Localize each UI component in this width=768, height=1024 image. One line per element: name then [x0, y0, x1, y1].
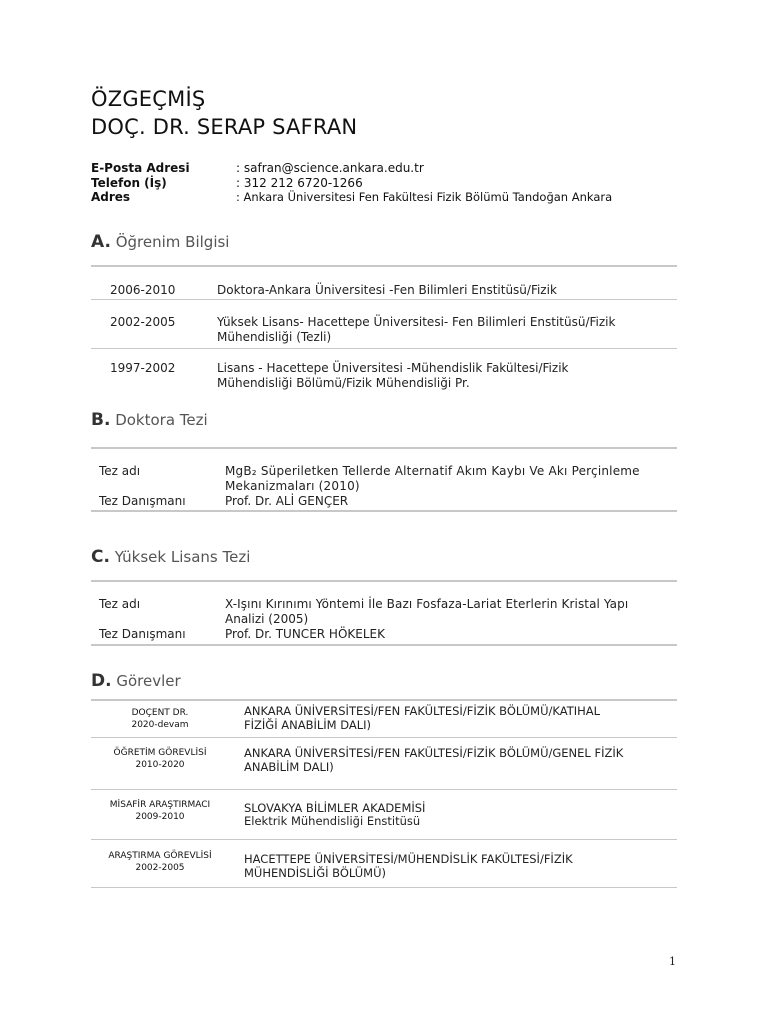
- position-title: MİSAFİR ARAŞTIRMACI: [109, 800, 211, 810]
- thesis-label: Tez adı: [99, 597, 141, 611]
- thesis-title: X-Işını Kırınımı Yöntemi İle Bazı Fosfaza-Lariat Eterlerin Kristal Yapı: [225, 597, 629, 611]
- education-detail-cont: Mühendisliği (Tezli): [217, 330, 332, 344]
- divider: [91, 737, 677, 738]
- section-letter: B.: [91, 410, 111, 430]
- position-title: ARAŞTIRMA GÖREVLİSİ: [108, 851, 212, 861]
- position-institution-cont: FİZİĞİ ANABİLİM DALI): [244, 718, 372, 732]
- page-number: 1: [669, 955, 676, 968]
- divider: [91, 887, 677, 888]
- section-b-heading: [91, 410, 208, 430]
- divider: [91, 789, 677, 790]
- divider: [91, 447, 677, 449]
- thesis-title-cont: Mekanizmaları (2010): [225, 479, 360, 493]
- section-letter: C.: [91, 547, 110, 567]
- divider: [91, 699, 677, 701]
- position-years: 2020-devam: [131, 720, 189, 730]
- section-title: Görevler: [116, 672, 181, 690]
- divider: [91, 580, 677, 582]
- thesis-label: Tez adı: [99, 464, 141, 478]
- position-institution: SLOVAKYA BİLİMLER AKADEMİSİ: [244, 801, 426, 815]
- position-years: 2009-2010: [135, 812, 185, 822]
- position-institution-cont: Elektrik Mühendisliği Enstitüsü: [244, 814, 421, 828]
- section-title: Doktora Tezi: [115, 411, 208, 429]
- advisor-name: Prof. Dr. ALİ GENÇER: [225, 494, 349, 508]
- divider: [91, 839, 677, 840]
- section-letter: D.: [91, 671, 112, 691]
- education-years: 2006-2010: [110, 283, 176, 297]
- advisor-label: Tez Danışmanı: [99, 627, 186, 641]
- page-title-name: DOÇ. DR. SERAP SAFRAN: [91, 115, 358, 139]
- education-years: 2002-2005: [110, 315, 176, 329]
- position-institution: ANKARA ÜNİVERSİTESİ/FEN FAKÜLTESİ/FİZİK BÖLÜMÜ/GENEL FİZİK: [244, 746, 624, 760]
- section-c-heading: [91, 547, 250, 567]
- advisor-label: Tez Danışmanı: [99, 494, 186, 508]
- email-label: E-Posta Adresi: [91, 161, 190, 175]
- position-years: 2010-2020: [135, 760, 185, 770]
- section-a-heading: [91, 232, 229, 252]
- phone-value: : 312 212 6720-1266: [236, 176, 363, 190]
- section-letter: A.: [91, 232, 111, 252]
- phone-label: Telefon (İş): [91, 176, 167, 190]
- education-detail-cont: Mühendisliği Bölümü/Fizik Mühendisliği Pr.: [217, 376, 470, 390]
- position-institution-cont: ANABİLİM DALI): [244, 760, 334, 774]
- thesis-title-cont: Analizi (2005): [225, 612, 309, 626]
- email-value: : safran@science.ankara.edu.tr: [236, 161, 424, 175]
- advisor-name: Prof. Dr. TUNCER HÖKELEK: [225, 627, 385, 641]
- divider: [91, 644, 677, 646]
- education-detail: Lisans - Hacettepe Üniversitesi -Mühendislik Fakültesi/Fizik: [217, 361, 569, 375]
- section-title: Yüksek Lisans Tezi: [114, 548, 251, 566]
- section-d-heading: [91, 671, 181, 691]
- position-institution: HACETTEPE ÜNİVERSİTESİ/MÜHENDİSLİK FAKÜLTESİ/FİZİK: [244, 852, 573, 866]
- thesis-title: MgB₂ Süperiletken Tellerde Alternatif Akım Kaybı Ve Akı Perçinleme: [225, 464, 640, 478]
- divider: [91, 348, 677, 349]
- position-title: DOÇENT DR.: [131, 708, 189, 718]
- address-value: : Ankara Üniversitesi Fen Fakültesi Fizik Bölümü Tandoğan Ankara: [236, 190, 613, 204]
- address-label: Adres: [91, 190, 131, 204]
- education-detail: Doktora-Ankara Üniversitesi -Fen Bilimleri Enstitüsü/Fizik: [217, 283, 557, 297]
- education-detail: Yüksek Lisans- Hacettepe Üniversitesi- Fen Bilimleri Enstitüsü/Fizik: [217, 315, 616, 329]
- section-title: Öğrenim Bilgisi: [115, 233, 230, 251]
- position-title: ÖĞRETİM GÖREVLİSİ: [113, 748, 207, 758]
- education-years: 1997-2002: [110, 361, 176, 375]
- divider: [91, 265, 677, 267]
- divider: [91, 510, 677, 512]
- position-institution-cont: MÜHENDİSLİĞİ BÖLÜMÜ): [244, 866, 386, 880]
- divider: [91, 299, 677, 300]
- page-title-line1: ÖZGEÇMİŞ: [91, 87, 206, 111]
- position-institution: ANKARA ÜNİVERSİTESİ/FEN FAKÜLTESİ/FİZİK BÖLÜMÜ/KATIHAL: [244, 704, 601, 718]
- position-years: 2002-2005: [135, 863, 185, 873]
